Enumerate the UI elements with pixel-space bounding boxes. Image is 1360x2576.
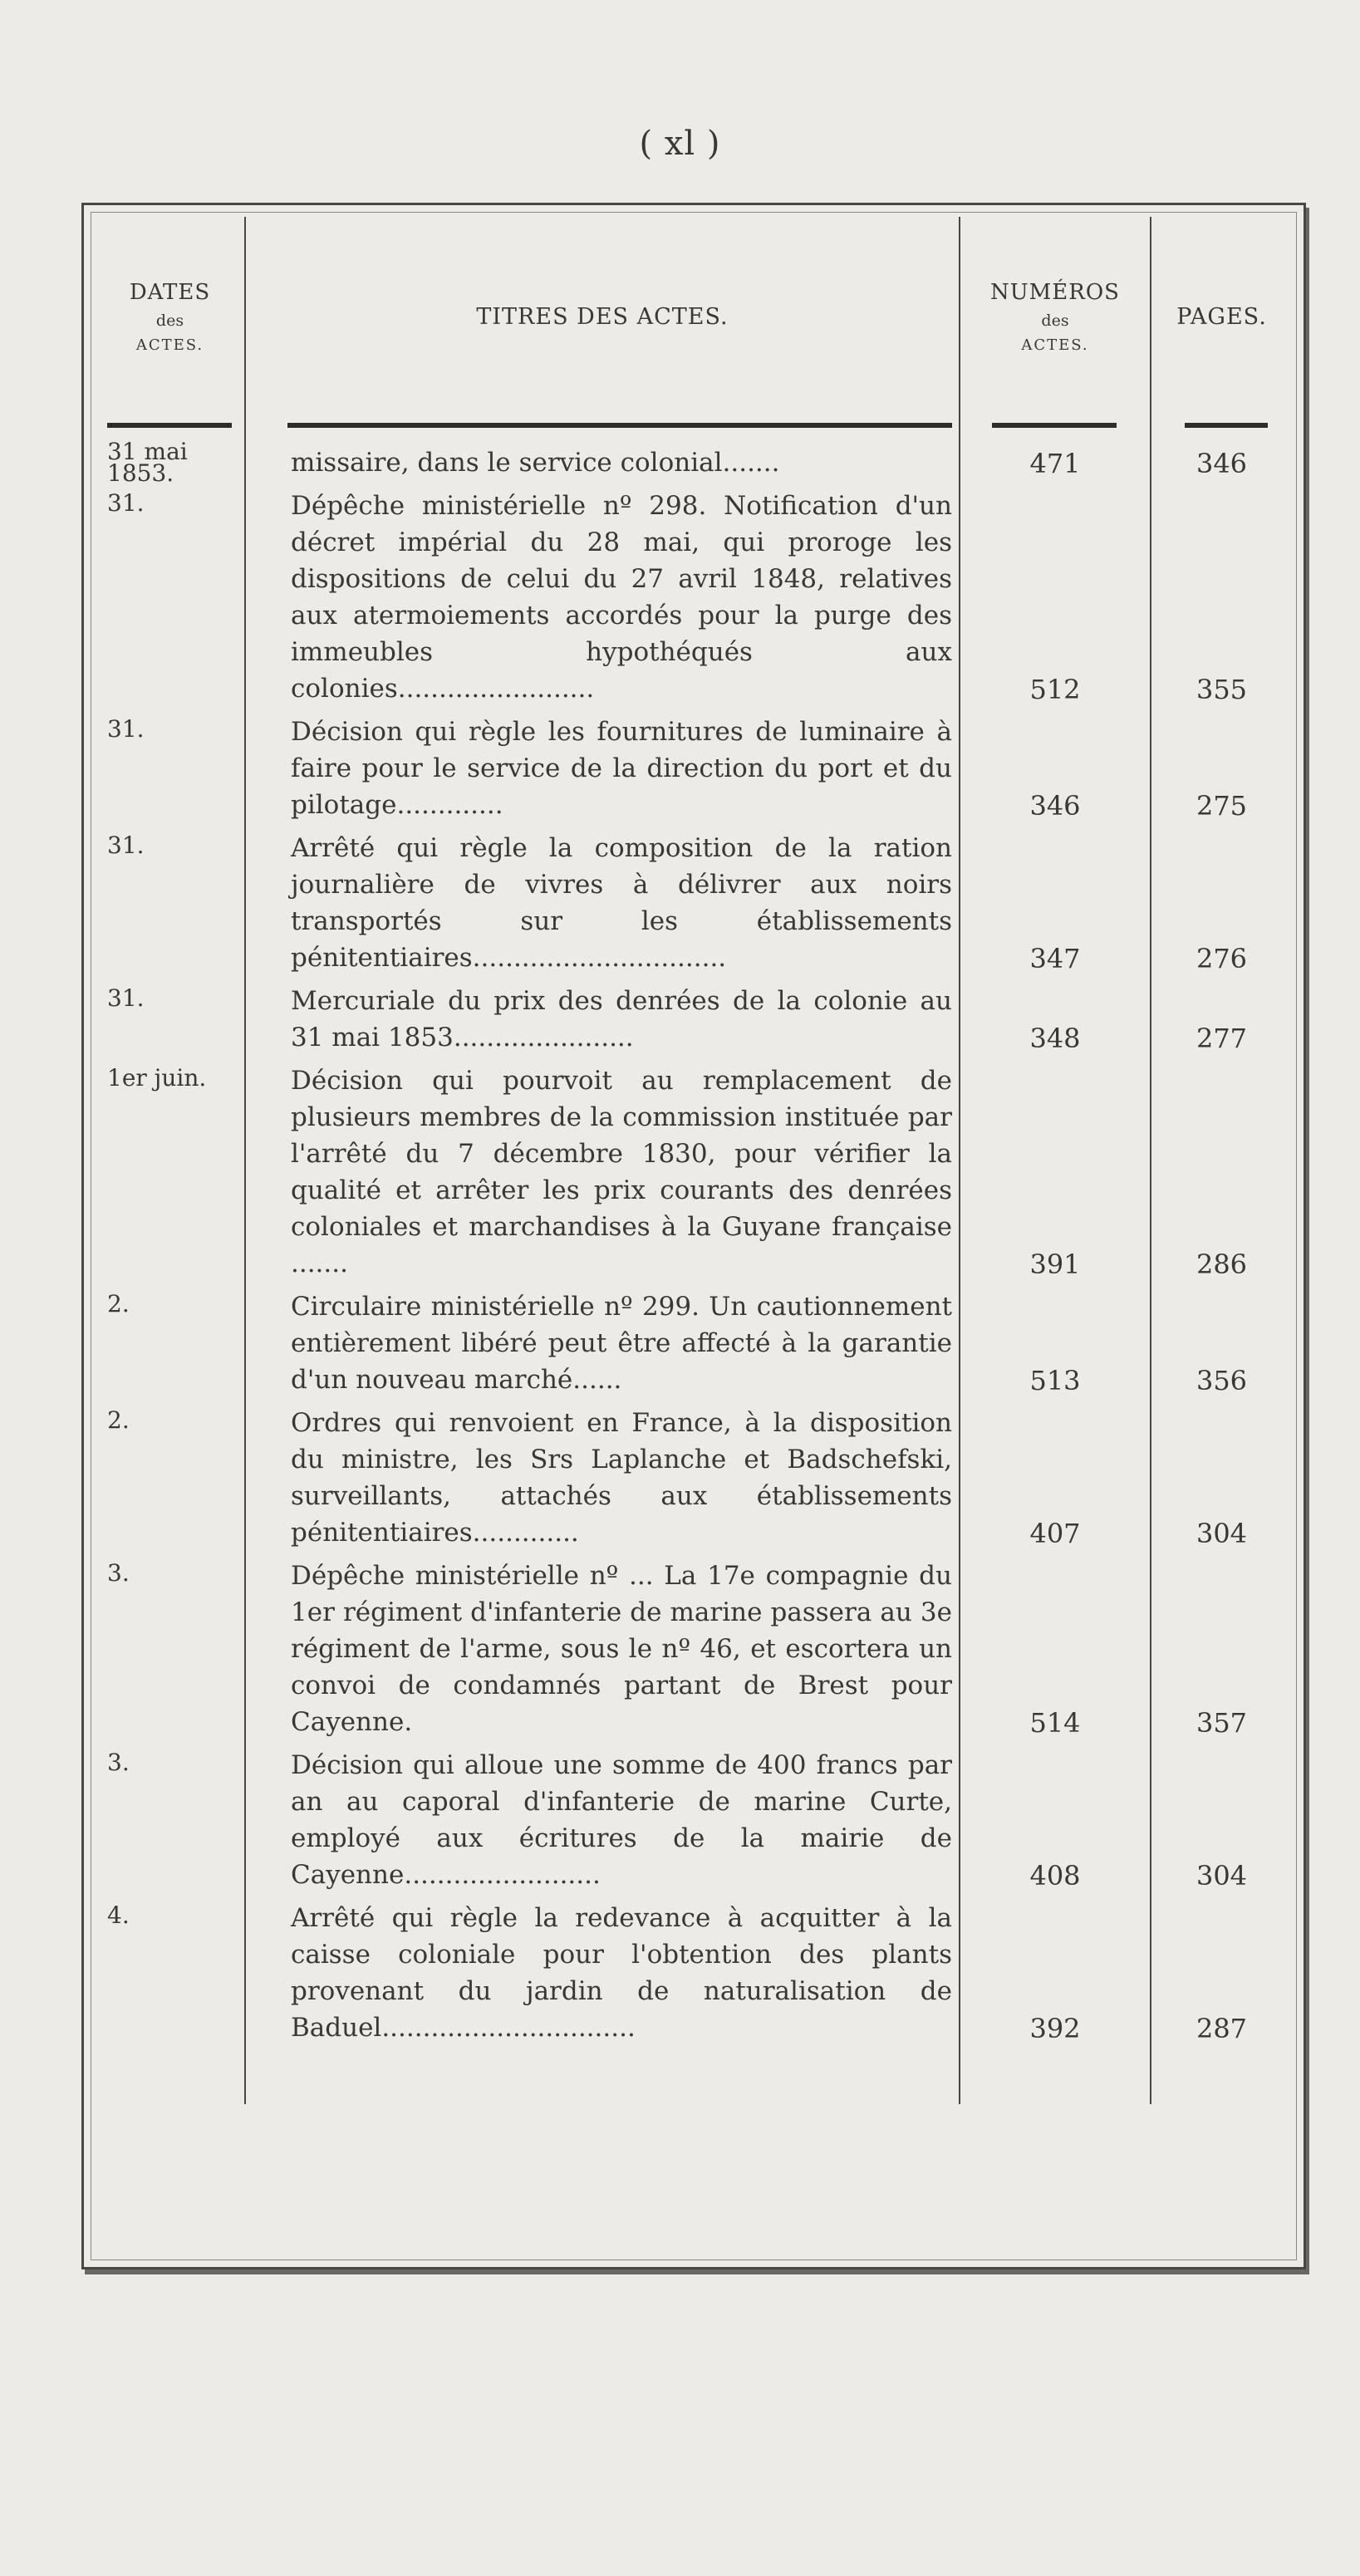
entry-number: 407 <box>960 1401 1151 1554</box>
entry-date: 31. <box>96 979 245 1059</box>
table-row <box>96 1896 1292 2049</box>
entry-number: 408 <box>960 1744 1151 1896</box>
entry-title: Arrêté qui règle la composition de la ration journalière de vivres à délivrer aux noirs transportés sur les établissements pénitentiaires............................... <box>291 833 952 973</box>
table-row <box>96 1401 1292 1554</box>
entry-page: 356 <box>1196 1365 1248 1396</box>
entry-page: 286 <box>1196 1249 1248 1280</box>
entry-number: 347 <box>960 827 1151 979</box>
entry-date: 3. <box>96 1554 245 1744</box>
entry-page: 346 <box>1196 448 1248 479</box>
entry-title: Arrêté qui règle la redevance à acquitter à la caisse coloniale pour l'obtention des plants provenant du jardin de naturalisation de Baduel............................... <box>291 1903 952 2043</box>
entry-page: 357 <box>1196 1707 1248 1739</box>
entry-date: 31 mai 1853. <box>96 436 245 484</box>
entry-number: 513 <box>960 1285 1151 1401</box>
entry-title: Mercuriale du prix des denrées de la colonie au 31 mai 1853...................... <box>291 986 952 1052</box>
entry-page: 277 <box>1196 1023 1248 1054</box>
header-rule <box>96 416 1292 436</box>
table-row <box>96 436 1292 484</box>
header-titles: TITRES DES ACTES. <box>476 303 729 330</box>
table-tail <box>96 2049 1292 2104</box>
entry-title: Circulaire ministérielle nº 299. Un cautionnement entièrement libéré peut être affecté à la garantie d'un nouveau marché...... <box>291 1292 952 1395</box>
entry-date: 31. <box>96 827 245 979</box>
entry-title: Décision qui règle les fournitures de luminaire à faire pour le service de la direction du port et du pilotage............. <box>291 717 952 820</box>
table-row <box>96 710 1292 827</box>
table-row <box>96 1554 1292 1744</box>
entry-title: Décision qui alloue une somme de 400 francs par an au caporal d'infanterie de marine Curte, employé aux écritures de la mairie de Cayenne........................ <box>291 1750 952 1890</box>
table-row <box>96 1744 1292 1896</box>
entry-date: 1er juin. <box>96 1059 245 1285</box>
table-row <box>96 979 1292 1059</box>
table-row <box>96 1059 1292 1285</box>
header-numbers: NUMÉROS des ACTES. <box>960 217 1151 416</box>
entry-page: 304 <box>1196 1518 1248 1549</box>
entry-title: Dépêche ministérielle nº ... La 17e compagnie du 1er régiment d'infanterie de marine passera au 3e régiment de l'arme, sous le nº 46, et escortera un convoi de condamnés partant de Brest pour Cayenne. <box>291 1561 952 1737</box>
entry-date: 2. <box>96 1401 245 1554</box>
table-frame <box>81 203 1306 2269</box>
entry-page: 355 <box>1196 674 1248 705</box>
entries <box>96 436 1292 2104</box>
page-number: ( xl ) <box>639 125 721 163</box>
entry-title: Dépêche ministérielle nº 298. Notification d'un décret impérial du 28 mai, qui proroge les dispositions de celui du 27 avril 1848, relatives aux atermoiements accordés pour la purge des immeubles hypothéqués aux colonies........................ <box>291 491 952 704</box>
table-row <box>96 827 1292 979</box>
table-row <box>96 484 1292 710</box>
header-row <box>96 217 1292 416</box>
entry-number: 348 <box>960 979 1151 1059</box>
entry-number: 392 <box>960 1896 1151 2049</box>
entry-number: 391 <box>960 1059 1151 1285</box>
entry-title: Ordres qui renvoient en France, à la disposition du ministre, les Srs Laplanche et Badschefski, surveillants, attachés aux établissements pénitentiaires............. <box>291 1408 952 1548</box>
acts-table <box>96 217 1292 2104</box>
entry-title: missaire, dans le service colonial....... <box>291 448 780 478</box>
table-row <box>96 1285 1292 1401</box>
header-dates: DATES des ACTES. <box>96 217 245 416</box>
entry-page: 276 <box>1196 943 1248 974</box>
entry-page: 287 <box>1196 2013 1248 2044</box>
entry-number: 514 <box>960 1554 1151 1744</box>
header-pages: PAGES. <box>1176 303 1267 330</box>
entry-date: 2. <box>96 1285 245 1401</box>
entry-title: Décision qui pourvoit au remplacement de plusieurs membres de la commission instituée par l'arrêté du 7 décembre 1830, pour vérifier la qualité et arrêter les prix courants des denrées coloniales et marchandises à la Guyane française ....... <box>291 1066 952 1278</box>
entry-date: 3. <box>96 1744 245 1896</box>
entry-date: 4. <box>96 1896 245 2049</box>
entry-number: 471 <box>960 436 1151 484</box>
entry-number: 346 <box>960 710 1151 827</box>
entry-date: 31. <box>96 710 245 827</box>
entry-page: 304 <box>1196 1860 1248 1892</box>
entry-number: 512 <box>960 484 1151 710</box>
entry-page: 275 <box>1196 790 1248 822</box>
entry-date: 31. <box>96 484 245 710</box>
